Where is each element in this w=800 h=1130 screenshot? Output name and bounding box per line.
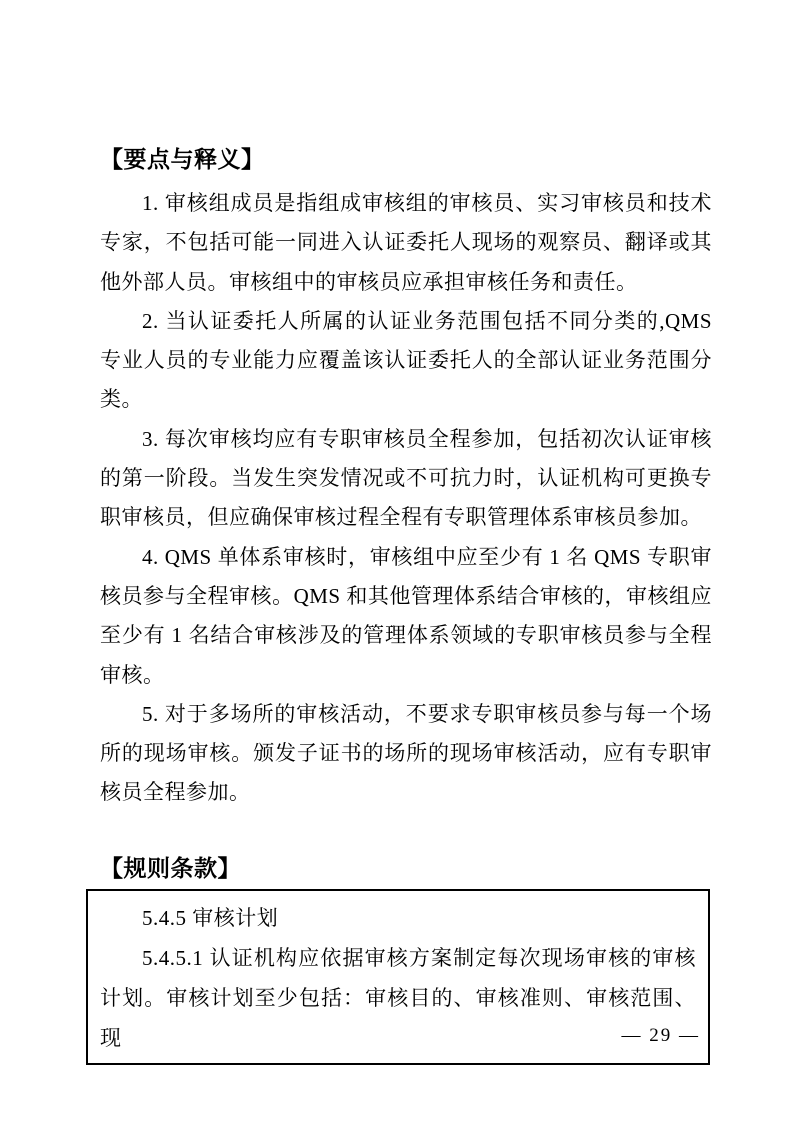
key-points-paragraph-3: 3. 每次审核均应有专职审核员全程参加，包括初次认证审核的第一阶段。当发生突发情况或不可抗力时，认证机构可更换专职审核员，但应确保审核过程全程有专职管理体系审核员参加。 (100, 426, 712, 530)
page-content (100, 146, 712, 1065)
rule-clauses-section (100, 855, 712, 1065)
key-points-paragraph-2: 2. 当认证委托人所属的认证业务范围包括不同分类的,QMS 专业人员的专业能力应覆盖该认证委托人的全部认证业务范围分类。 (100, 308, 712, 412)
section-heading-rule-clauses: 【规则条款】 (100, 854, 241, 881)
key-points-paragraph-5: 5. 对于多场所的审核活动，不要求专职审核员参与每一个场所的现场审核。颁发子证书的场所的现场审核活动，应有专职审核员全程参加。 (100, 701, 712, 805)
rule-clause-box (86, 889, 710, 1065)
page-number: — 29 — (621, 1025, 700, 1046)
key-points-paragraph-1: 1. 审核组成员是指组成审核组的审核员、实习审核员和技术专家，不包括可能一同进入认证委托人现场的观察员、翻译或其他外部人员。审核组中的审核员应承担审核任务和责任。 (100, 191, 712, 294)
rule-clause-title-5-4-5: 5.4.5 审核计划 (142, 905, 279, 930)
section-heading-key-points: 【要点与释义】 (100, 146, 265, 172)
rule-clause-text-5-4-5-1: 5.4.5.1 认证机构应依据审核方案制定每次现场审核的审核计划。审核计划至少包括：审核目的、审核准则、审核范围、现 (100, 945, 696, 1050)
key-points-paragraph-4: 4. QMS 单体系审核时，审核组中应至少有 1 名 QMS 专职审核员参与全程审核。QMS 和其他管理体系结合审核的，审核组应至少有 1 名结合审核涉及的管理体系领域的专职审核员参与全程审核。 (100, 544, 712, 687)
